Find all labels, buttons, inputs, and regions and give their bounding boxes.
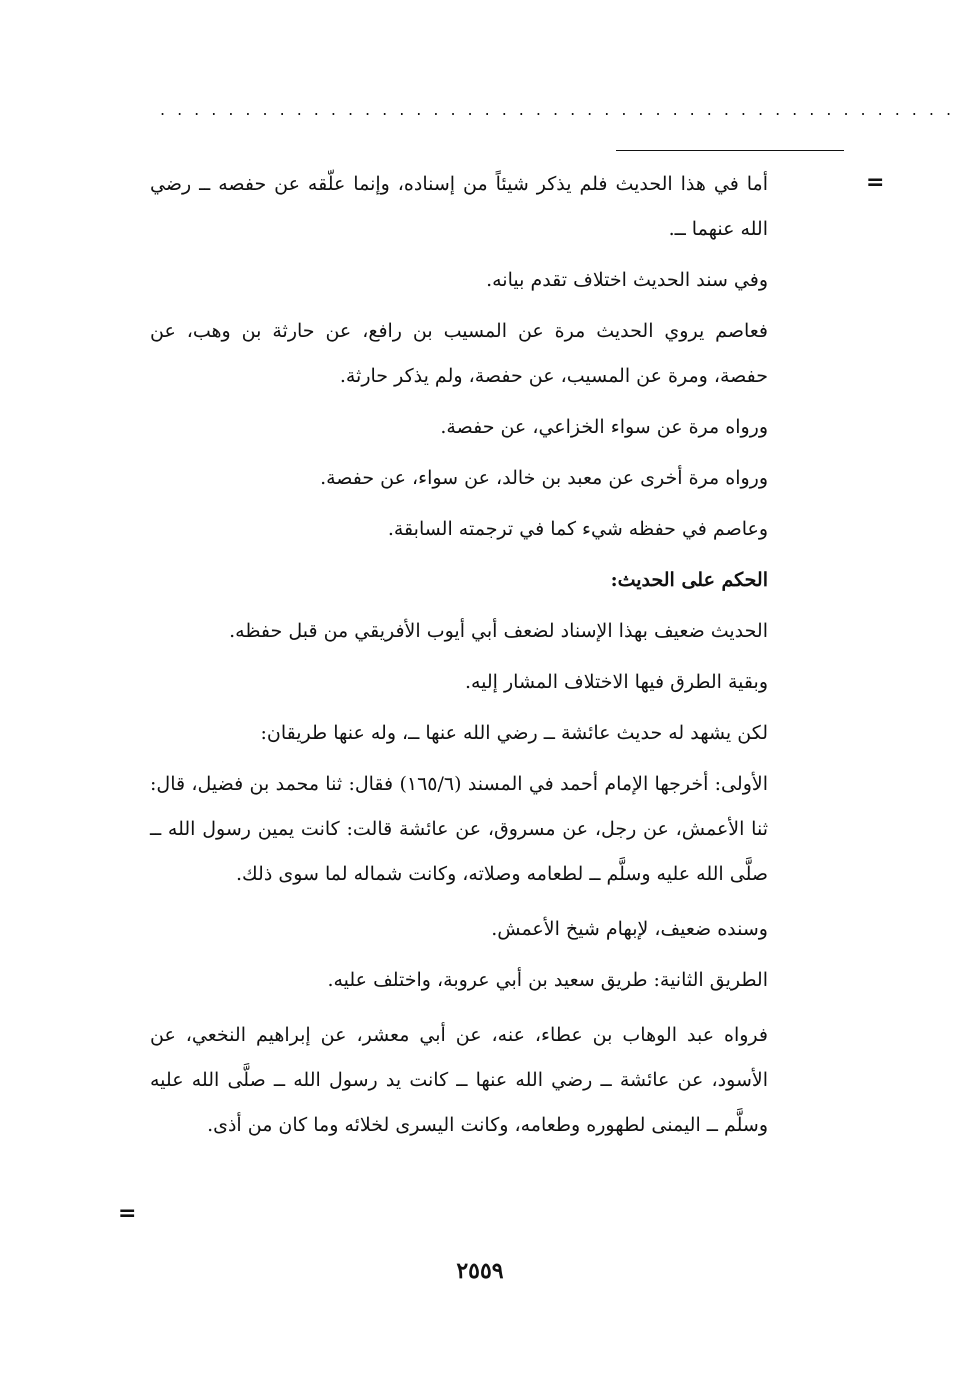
paragraph: أما في هذا الحديث فلم يذكر شيئاً من إسناده، وإنما علّقه عن حفصه ــ رضي الله عنهما ــ. [150,173,768,240]
footnote-rule [616,150,844,151]
paragraph: وسنده ضعيف، لإبهام شيخ الأعمش. [491,918,768,940]
paragraph: لكن يشهد له حديث عائشة ــ رضي الله عنها ــ، وله عنها طريقان: [260,722,768,744]
header-dotted-line: ............................................... [160,100,963,119]
paragraph: وعاصم في حفظه شيء كما في ترجمته السابقة. [387,518,768,540]
paragraph: فعاصم يروي الحديث مرة عن المسيب بن رافع، عن حارثة بن وهب، عن حفصة، ومرة عن المسيب، عن حفصة، ولم يذكر حارثة. [150,320,768,387]
paragraph: الأولى: أخرجها الإمام أحمد في المسند (١٦٥/٦) فقال: ثنا محمد بن فضيل، قال: ثنا الأعمش، عن رجل، عن مسروق، عن عائشة قالت: كانت يمين رسول الله ــ صلَّى الله عليه وسلَّم ــ لطعامه وصلاته، وكانت شماله لما سوى ذلك. [150,773,768,885]
continuation-mark-bottom: = [118,1201,137,1226]
paragraph: وبقية الطرق فيها الاختلاف المشار إليه. [464,671,768,693]
paragraph: ورواه مرة أخرى عن معبد بن خالد، عن سواء، عن حفصة. [320,467,768,489]
page-number: ٢٥٥٩ [456,1258,504,1284]
paragraph: فرواه عبد الوهاب بن عطاء، عنه، عن أبي معشر، عن إبراهيم النخعي، عن الأسود، عن عائشة ــ رضي الله عنها ــ كانت يد رسول الله ــ صلَّى الله عليه وسلَّم ــ اليمنى لطهوره وطعامه، وكانت اليسرى لخلائه وما كان من أذى. [150,1024,768,1136]
main-text [150,162,768,1154]
section-heading: الحكم على الحديث: [610,569,768,591]
paragraph: الحديث ضعيف بهذا الإسناد لضعف أبي أيوب الأفريقي من قبل حفظه. [229,620,768,642]
paragraph: ورواه مرة عن سواء الخزاعي، عن حفصة. [440,416,768,438]
paragraph: الطريق الثانية: طريق سعيد بن أبي عروبة، واختلف عليه. [327,969,768,991]
continuation-mark-top: = [866,170,885,195]
paragraph: وفي سند الحديث اختلاف تقدم بيانه. [486,269,768,291]
